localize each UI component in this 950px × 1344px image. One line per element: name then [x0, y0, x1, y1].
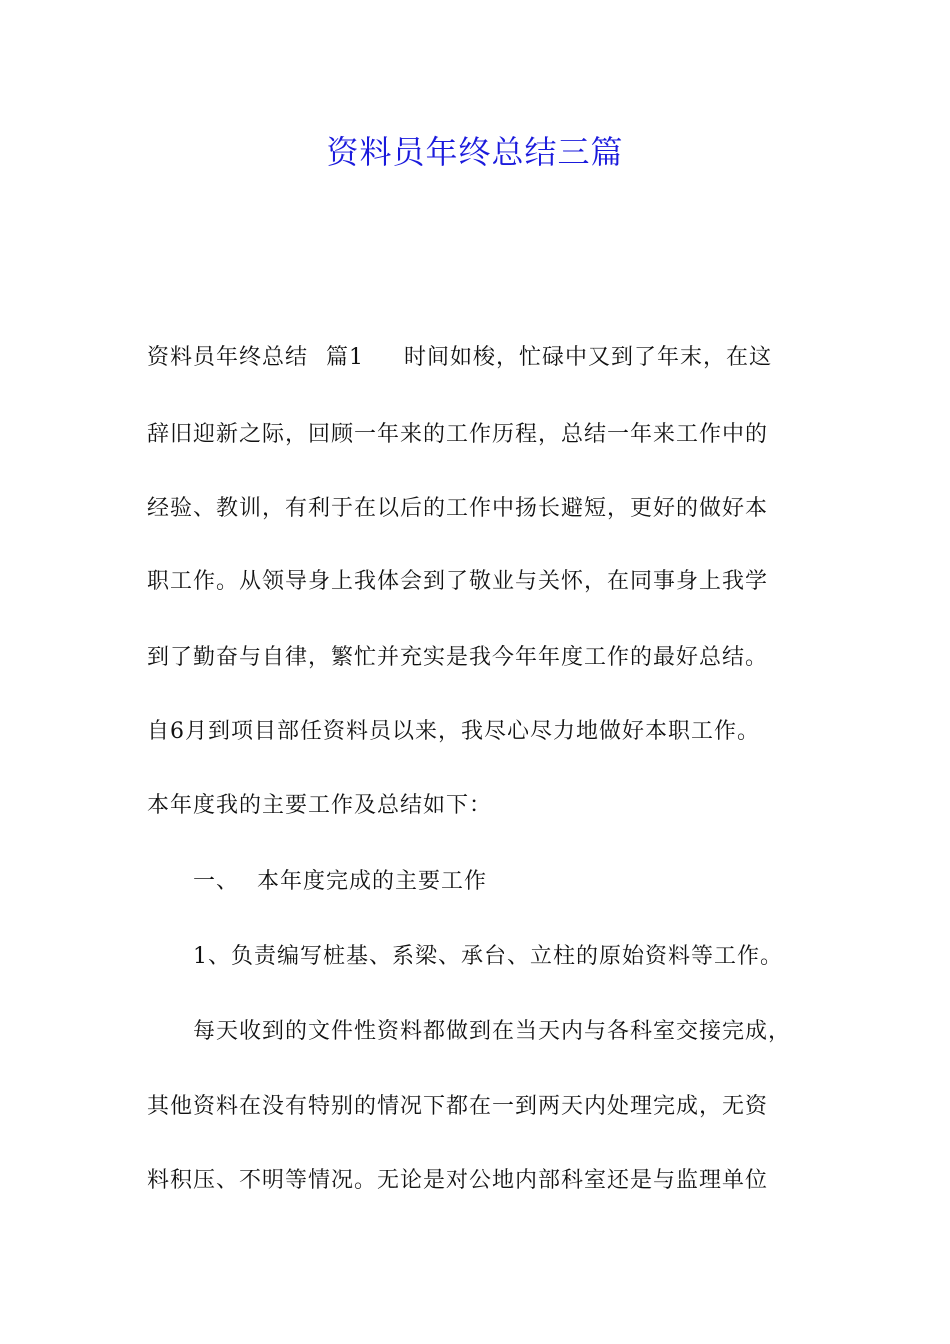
section-number: 篇1	[326, 345, 365, 370]
paragraph-line-2: 辞旧迎新之际，回顾一年来的工作历程，总结一年来工作中的	[147, 422, 769, 447]
line-text: 时间如梭，忙碌中又到了年末，在这	[404, 345, 773, 370]
list-item-1: 1、负责编写桩基、系梁、承台、立柱的原始资料等工作。	[193, 944, 783, 969]
paragraph-line-9: 其他资料在没有特别的情况下都在一到两天内处理完成，无资	[147, 1094, 769, 1119]
paragraph-line-1	[147, 342, 847, 374]
paragraph-line-10: 料积压、不明等情况。无论是对公地内部科室还是与监理单位	[147, 1168, 769, 1193]
heading-number: 一、	[193, 869, 240, 894]
paragraph-line-4: 职工作。从领导身上我体会到了敬业与关怀，在同事身上我学	[147, 569, 769, 594]
paragraph-line-5: 到了勤奋与自律，繁忙并充实是我今年年度工作的最好总结。	[147, 645, 769, 670]
document-title: 资料员年终总结三篇	[326, 133, 624, 171]
heading-text: 本年度完成的主要工作	[257, 869, 488, 894]
paragraph-line-3: 经验、教训，有利于在以后的工作中扬长避短，更好的做好本	[147, 496, 769, 521]
paragraph-line-8: 每天收到的文件性资料都做到在当天内与各科室交接完成，	[193, 1019, 792, 1044]
section-heading-1	[193, 866, 893, 898]
paragraph-line-6: 自6月到项目部任资料员以来，我尽心尽力地做好本职工作。	[147, 719, 760, 744]
section-label: 资料员年终总结	[147, 345, 309, 370]
paragraph-line-7: 本年度我的主要工作及总结如下：	[147, 793, 493, 818]
